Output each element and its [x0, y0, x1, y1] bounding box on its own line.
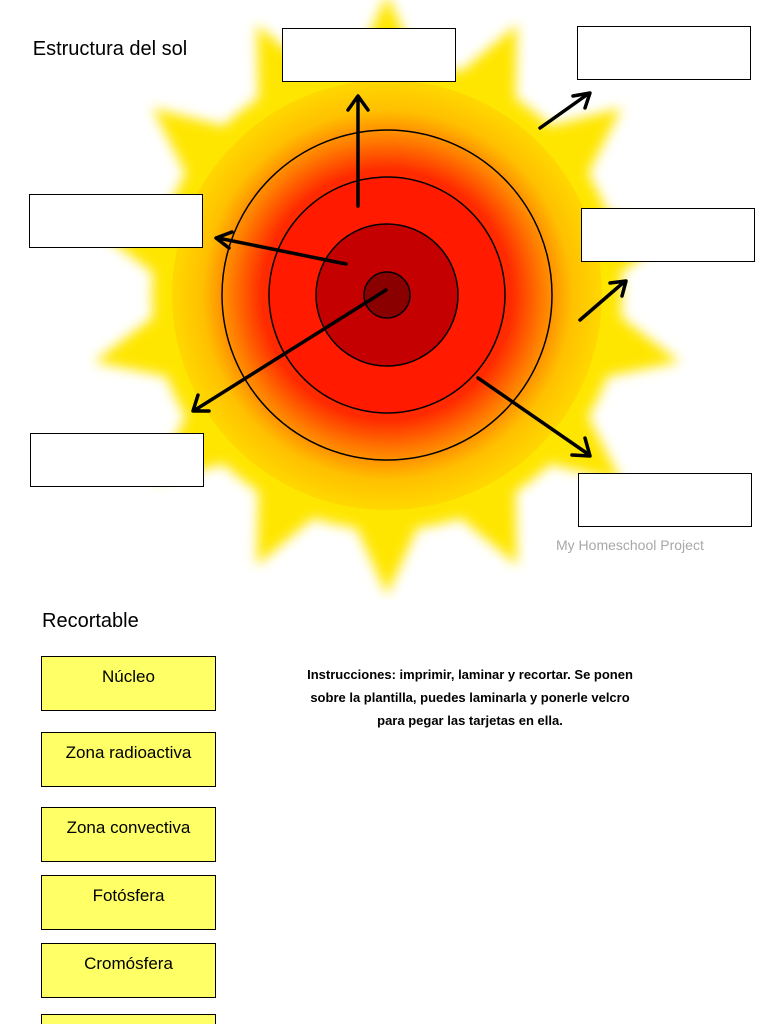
cutout-card-zona-convectiva[interactable]: Zona convectiva: [41, 807, 216, 862]
cutout-card-zona-radioactiva[interactable]: Zona radioactiva: [41, 732, 216, 787]
instructions-text: Instrucciones: imprimir, laminar y recortar. Se ponen sobre la plantilla, puedes laminarla y ponerle velcro para pegar las tarjetas en ella.: [307, 667, 633, 728]
cutout-card-fotosfera[interactable]: Fotósfera: [41, 875, 216, 930]
label-box-left[interactable]: [29, 194, 203, 248]
label-box-bottom-left[interactable]: [30, 433, 204, 487]
cutout-card-partial[interactable]: [41, 1014, 216, 1024]
cutout-section-label: Recortable: [42, 610, 139, 632]
diagram-title: Estructura del sol: [32, 38, 188, 60]
watermark: My Homeschool Project: [556, 537, 704, 553]
label-box-bottom-right[interactable]: [578, 473, 752, 527]
core: [364, 272, 410, 318]
cutout-card-nucleo[interactable]: Núcleo: [41, 656, 216, 711]
cutout-card-cromosfera[interactable]: Cromósfera: [41, 943, 216, 998]
label-box-right[interactable]: [581, 208, 755, 262]
label-box-top[interactable]: [282, 28, 456, 82]
label-box-top-right[interactable]: [577, 26, 751, 80]
